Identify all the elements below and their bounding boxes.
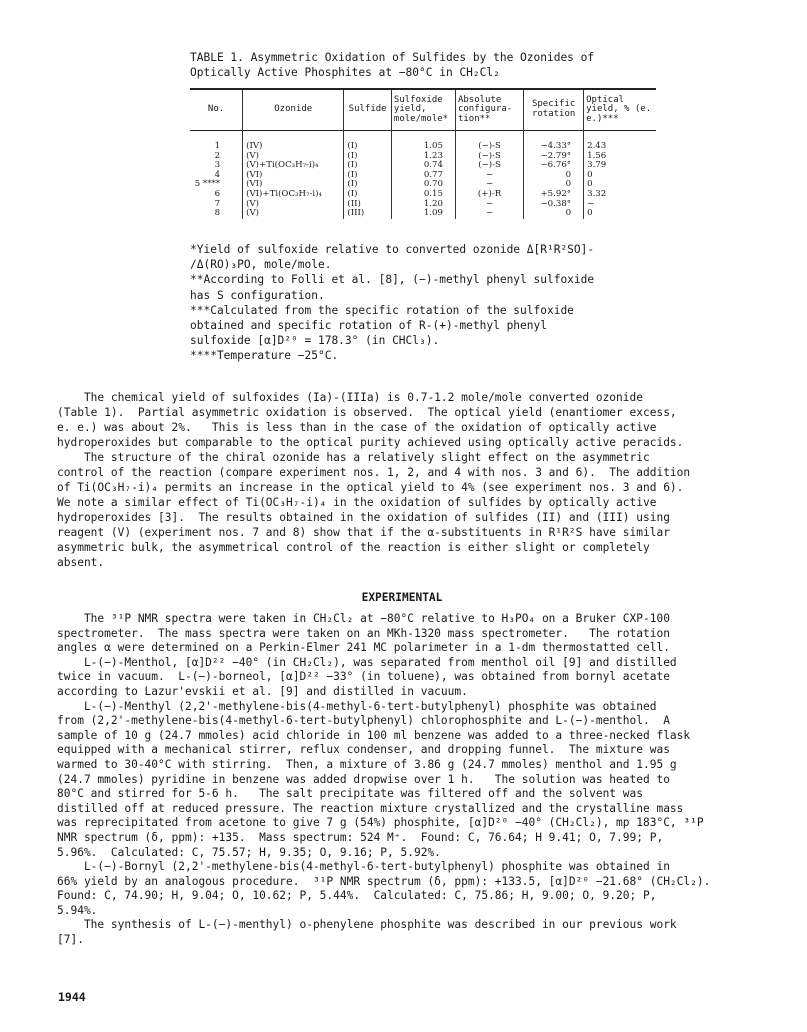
- cell-rotation: −2.79°: [524, 152, 584, 162]
- cell-config: −: [455, 200, 523, 210]
- text-line: NMR spectrum (δ, ppm): +135. Mass spectrum: 524 M⁺. Found: C, 76.64; H 9.41; O, 7.99; P,: [57, 830, 664, 844]
- cell-optical: 3.32: [584, 190, 656, 200]
- cell-ozonide: (V)+Ti(OC₃H₇-i)₄: [243, 161, 344, 171]
- cell-config: (+)-R: [455, 190, 523, 200]
- table-caption: [190, 50, 660, 80]
- text-line: We note a similar effect of Ti(OC₃H₇-i)₄ in the oxidation of sulfides by optically active: [57, 496, 657, 509]
- cell-config: (−)-S: [455, 161, 523, 171]
- footnote-line: **According to Folli et al. [8], (−)-methyl phenyl sulfoxide: [190, 273, 595, 287]
- footnote-line: ****Temperature −25°C.: [190, 349, 339, 363]
- page-number: 1944: [58, 990, 86, 1004]
- cell-rotation: 0: [524, 180, 584, 190]
- cell-rotation: −6.76°: [524, 161, 584, 171]
- text-line: (Table 1). Partial asymmetric oxidation is observed. The optical yield (enantiomer excess,: [57, 406, 677, 419]
- cell-rotation: 0: [524, 209, 584, 219]
- text-line: equipped with a mechanical stirrer, reflux condenser, and dropping funnel. The mixture was: [57, 743, 670, 757]
- text-line: control of the reaction (compare experiment nos. 1, 2, and 4 with nos. 3 and 6). The addition: [57, 466, 691, 479]
- cell-optical: 2.43: [584, 131, 656, 152]
- cell-optical: 0: [584, 171, 656, 181]
- text-line: hydroperoxides but comparable to the optical purity achieved using optically active peracids.: [57, 436, 684, 449]
- cell-config: −: [455, 171, 523, 181]
- text-line: reagent (V) (experiment nos. 7 and 8) show that if the α-substituents in R¹R²S have similar: [57, 526, 670, 539]
- cell-config: (−)-S: [455, 152, 523, 162]
- text-line: L-(−)-Menthol, [α]D²² −40° (in CH₂Cl₂), was separated from menthol oil [9] and distilled: [57, 655, 677, 669]
- text-line: The chemical yield of sulfoxides (Ia)-(IIIa) is 0.7-1.2 mole/mole converted ozonide: [57, 391, 643, 404]
- text-line: from (2,2'-methylene-bis(4-methyl-6-tert-butylphenyl) chlorophosphite and L-(−)-menthol. A: [57, 714, 670, 728]
- text-line: 80°C and stirred for 5-6 h. The salt precipitate was filtered off and the solvent was: [57, 787, 643, 801]
- cell-yield: 0.15: [391, 190, 455, 200]
- text-line: absent.: [57, 556, 105, 569]
- cell-no: 4: [214, 169, 221, 180]
- cell-optical: −: [584, 200, 656, 210]
- cell-sulfide: (III): [344, 209, 392, 219]
- cell-yield: 1.23: [391, 152, 455, 162]
- cell-config: −: [455, 180, 523, 190]
- caption-line-1: TABLE 1. Asymmetric Oxidation of Sulfides by the Ozonides of: [190, 51, 595, 64]
- text-line: spectrometer. The mass spectra were taken on an MKh-1320 mass spectrometer. The rotation: [57, 626, 670, 640]
- table-row: [190, 131, 656, 152]
- footnote-line: obtained and specific rotation of R-(+)-methyl phenyl: [190, 319, 547, 333]
- cell-sulfide: (I): [344, 152, 392, 162]
- text-line: twice in vacuum. L-(−)-borneol, [α]D²² −33° (in toluene), was obtained from bornyl acetate: [57, 670, 670, 684]
- text-line: asymmetric bulk, the asymmetrical control of the reaction is either slight or completely: [57, 541, 650, 554]
- text-line: [7].: [57, 933, 84, 947]
- cell-ozonide: (VI): [243, 180, 344, 190]
- text-line: (24.7 mmoles) pyridine in benzene was added dropwise over 1 h. The solution was heated to: [57, 772, 670, 786]
- text-line: according to Lazur'evskii et al. [9] and distilled in vacuum.: [57, 684, 468, 698]
- cell-yield: 1.05: [391, 131, 455, 152]
- cell-yield: 1.20: [391, 200, 455, 210]
- header-config: Absolute configura-tion**: [455, 89, 523, 131]
- cell-ozonide: (V): [243, 200, 344, 210]
- cell-sulfide: (I): [344, 131, 392, 152]
- section-heading: EXPERIMENTAL: [361, 591, 443, 604]
- cell-ozonide: (V): [243, 152, 344, 162]
- footnote-line: ***Calculated from the specific rotation of the sulfoxide: [190, 303, 574, 317]
- text-line: of Ti(OC₃H₇-i)₄ permits an increase in the optical yield to 4% (see experiment nos. 3 and 6).: [57, 481, 684, 494]
- header-optical: Optical yield, % (e. e.)***: [584, 89, 656, 131]
- cell-yield: 0.70: [391, 180, 455, 190]
- cell-optical: 0: [584, 209, 656, 219]
- cell-sulfide: (I): [344, 171, 392, 181]
- cell-no: 7: [214, 198, 221, 209]
- cell-sulfide: (II): [344, 200, 392, 210]
- cell-sulfide: (I): [344, 161, 392, 171]
- table-footnotes: [190, 242, 660, 364]
- text-line: The structure of the chiral ozonide has a relatively slight effect on the asymmetric: [57, 451, 650, 464]
- text-line: hydroperoxides [3]. The results obtained in the oxidation of sulfides (II) and (III) using: [57, 511, 670, 524]
- text-line: The ³¹P NMR spectra were taken in CH₂Cl₂ at −80°C relative to H₃PO₄ on a Bruker CXP-100: [57, 612, 670, 625]
- cell-no: 5 ****: [194, 179, 221, 190]
- cell-no: 3: [214, 160, 221, 171]
- cell-optical: 3.79: [584, 161, 656, 171]
- text-line: 5.96%. Calculated: C, 75.57; H, 9.35; O, 9.16; P, 5.92%.: [57, 845, 441, 859]
- caption-line-2: Optically Active Phosphites at −80°C in CH₂Cl₂: [190, 66, 500, 79]
- cell-no: 6: [214, 188, 221, 199]
- cell-ozonide: (V): [243, 209, 344, 219]
- cell-sulfide: (I): [344, 190, 392, 200]
- text-line: 5.94%.: [57, 903, 98, 917]
- data-table: [190, 88, 656, 219]
- text-line: L-(−)-Menthyl (2,2'-methylene-bis(4-methyl-6-tert-butylphenyl) phosphite was obtained: [57, 699, 657, 713]
- text-line: Found: C, 74.90; H, 9.04; O, 10.62; P, 5.44%. Calculated: C, 75.86; H, 9.00; O, 9.20; P,: [57, 889, 657, 903]
- text-line: The synthesis of L-(−)-menthyl) o-phenylene phosphite was described in our previous work: [57, 918, 677, 932]
- header-ozonide: Ozonide: [243, 89, 344, 131]
- cell-no: 2: [214, 150, 221, 161]
- cell-optical: 0: [584, 180, 656, 190]
- experimental-text: [57, 612, 747, 948]
- cell-config: (−)-S: [455, 131, 523, 152]
- footnote-line: *Yield of sulfoxide relative to converted ozonide Δ[R¹R²SO]-: [190, 243, 595, 256]
- text-line: distilled off at reduced pressure. The reaction mixture crystallized and the crystalline mass: [57, 801, 684, 815]
- cell-rotation: 0: [524, 171, 584, 181]
- header-sulfide: Sulfide: [344, 89, 392, 131]
- footnote-line: /Δ(RO)₃PO, mole/mole.: [190, 258, 332, 272]
- text-line: was reprecipitated from acetone to give 7 g (54%) phosphite, [α]D²⁰ −40° (CH₂Cl₂), mp 183°C, ³¹P: [57, 816, 704, 830]
- table-row: [190, 190, 656, 200]
- cell-ozonide: (VI)+Ti(OC₃H₇-i)₄: [243, 190, 344, 200]
- header-rotation: Specific rotation: [524, 89, 584, 131]
- discussion-text: [57, 390, 747, 570]
- text-line: 66% yield by an analogous procedure. ³¹P NMR spectrum (δ, ppm): +133.5, [α]D²⁰ −21.68° (CH₂Cl₂).: [57, 874, 711, 888]
- cell-rotation: +5.92°: [524, 190, 584, 200]
- table-body: [190, 131, 656, 219]
- text-line: angles α were determined on a Perkin-Elmer 241 MC polarimeter in a 1-dm thermostatted cell.: [57, 641, 670, 655]
- header-no: No.: [207, 104, 225, 115]
- cell-ozonide: (VI): [243, 171, 344, 181]
- cell-no: 1: [214, 141, 221, 151]
- cell-yield: 0.77: [391, 171, 455, 181]
- text-line: L-(−)-Bornyl (2,2'-methylene-bis(4-methyl-6-tert-butylphenyl) phosphite was obtained in: [57, 860, 670, 874]
- table-header-row: [190, 89, 656, 131]
- text-line: e. e.) was about 2%. This is less than in the case of the oxidation of optically active: [57, 421, 657, 434]
- cell-config: −: [455, 209, 523, 219]
- cell-sulfide: (I): [344, 180, 392, 190]
- footnote-line: has S configuration.: [190, 288, 325, 302]
- cell-rotation: −0.38°: [524, 200, 584, 210]
- cell-optical: 1.56: [584, 152, 656, 162]
- cell-yield: 1.09: [391, 209, 455, 219]
- cell-yield: 0.74: [391, 161, 455, 171]
- footnote-line: sulfoxide [α]D²⁰ = 178.3° (in CHCl₃).: [190, 334, 440, 348]
- header-yield: Sulfoxide yield, mole/mole*: [391, 89, 455, 131]
- text-line: warmed to 30-40°C with stirring. Then, a mixture of 3.86 g (24.7 mmoles) menthol and 1.95 g: [57, 757, 677, 771]
- cell-no: 8: [214, 208, 221, 219]
- cell-ozonide: (IV): [243, 131, 344, 152]
- text-line: sample of 10 g (24.7 mmoles) acid chloride in 100 ml benzene was added to a three-necked flask: [57, 728, 691, 742]
- table-row: [190, 200, 656, 210]
- cell-rotation: −4.33°: [524, 131, 584, 152]
- table-row: [190, 209, 656, 219]
